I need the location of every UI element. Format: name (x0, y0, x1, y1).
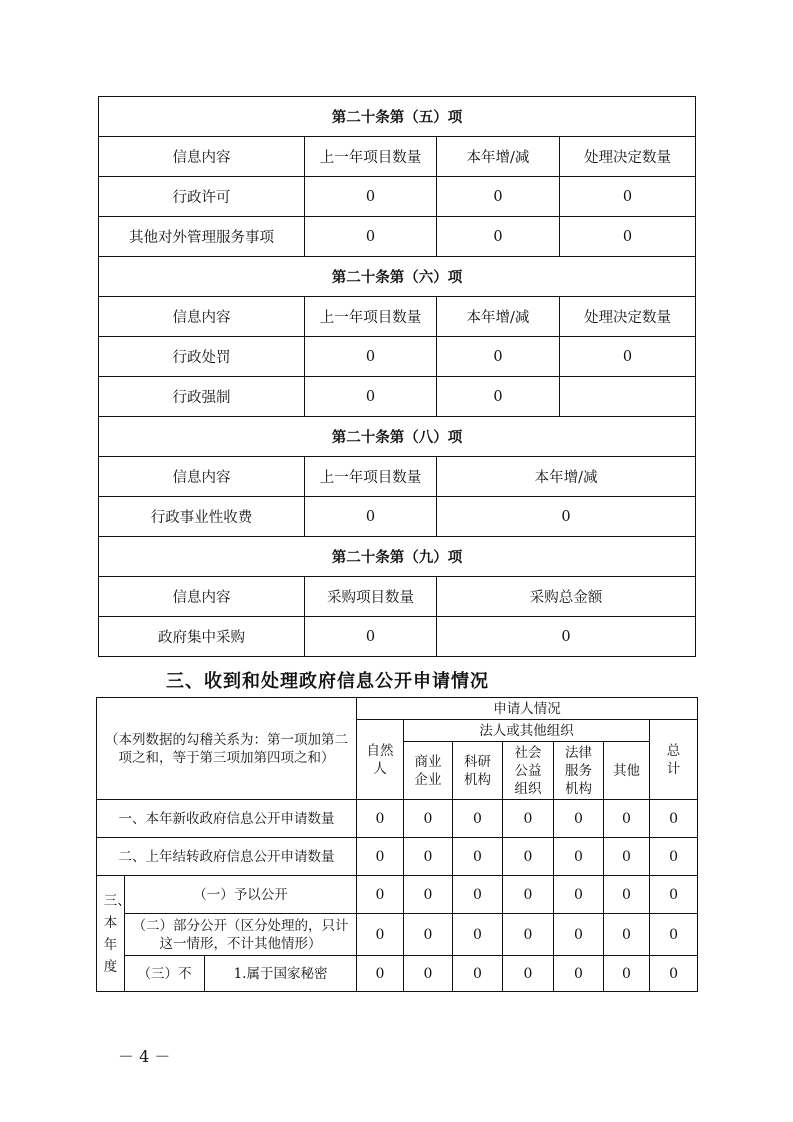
table-row (99, 377, 696, 417)
row-label: （三）不 (125, 956, 205, 992)
col-total-label: 总计 (666, 742, 681, 777)
table-row (97, 956, 698, 992)
row-label: （二）部分公开（区分处理的，只计这一情形，不计其他情形） (125, 914, 357, 956)
value-cell: 0 (305, 617, 437, 657)
row-label: 行政强制 (99, 377, 305, 417)
value-cell: 0 (305, 497, 437, 537)
value-cell: 0 (357, 956, 404, 992)
value-cell: 0 (453, 800, 503, 838)
section-title-row (99, 537, 696, 577)
value-cell: 0 (437, 377, 560, 417)
value-cell: 0 (560, 217, 696, 257)
group3-label: 三、本年度 (103, 892, 131, 975)
value-cell: 0 (554, 800, 604, 838)
header-cell: 信息内容 (99, 457, 305, 497)
row-label: 1.属于国家秘密 (205, 956, 357, 992)
value-cell: 0 (404, 914, 453, 956)
value-cell: 0 (437, 497, 696, 537)
header-cell: 信息内容 (99, 137, 305, 177)
value-cell (560, 377, 696, 417)
col-social-label: 社会公益组织 (514, 744, 542, 797)
section-title: 第二十条第（五）项 (99, 97, 696, 137)
header-row (99, 137, 696, 177)
value-cell: 0 (437, 617, 696, 657)
row-label: 其他对外管理服务事项 (99, 217, 305, 257)
value-cell: 0 (560, 177, 696, 217)
value-cell: 0 (305, 217, 437, 257)
table-row (99, 337, 696, 377)
value-cell: 0 (503, 956, 554, 992)
value-cell: 0 (554, 956, 604, 992)
header-cell: 上一年项目数量 (305, 457, 437, 497)
col-research-label: 科研机构 (464, 753, 492, 788)
value-cell: 0 (604, 838, 650, 876)
header-cell: 本年增/减 (437, 137, 560, 177)
value-cell: 0 (604, 914, 650, 956)
header-cell: 上一年项目数量 (305, 297, 437, 337)
section-20-table (98, 96, 696, 657)
header-cell: 上一年项目数量 (305, 137, 437, 177)
row-label: 行政处罚 (99, 337, 305, 377)
row-label: 行政许可 (99, 177, 305, 217)
table-row (97, 800, 698, 838)
value-cell: 0 (503, 838, 554, 876)
value-cell: 0 (453, 876, 503, 914)
value-cell: 0 (357, 876, 404, 914)
col-law (554, 742, 604, 800)
value-cell: 0 (404, 876, 453, 914)
header-cell: 本年增/减 (437, 457, 696, 497)
table-row (99, 177, 696, 217)
table-row (97, 876, 698, 914)
value-cell: 0 (437, 217, 560, 257)
col-business-label: 商业企业 (414, 753, 442, 788)
section-title-row (99, 257, 696, 297)
value-cell: 0 (554, 876, 604, 914)
row-label: 行政事业性收费 (99, 497, 305, 537)
value-cell: 0 (437, 337, 560, 377)
value-cell: 0 (305, 177, 437, 217)
applications-table (96, 697, 698, 992)
value-cell: 0 (503, 876, 554, 914)
page-number: － 4 － (118, 1047, 171, 1066)
header-cell: 信息内容 (99, 297, 305, 337)
value-cell: 0 (404, 956, 453, 992)
header-row (99, 577, 696, 617)
header-cell: 处理决定数量 (560, 137, 696, 177)
row-label: 二、上年结转政府信息公开申请数量 (97, 838, 357, 876)
section-title: 第二十条第（六）项 (99, 257, 696, 297)
table-row (99, 617, 696, 657)
header-row (97, 698, 698, 720)
value-cell: 0 (560, 337, 696, 377)
header-row (99, 457, 696, 497)
value-cell: 0 (357, 838, 404, 876)
table-row (99, 497, 696, 537)
value-cell: 0 (404, 800, 453, 838)
group3-label-cell (97, 876, 131, 992)
legal-header: 法人或其他组织 (404, 720, 650, 742)
value-cell: 0 (604, 800, 650, 838)
table-row (99, 217, 696, 257)
header-cell: 处理决定数量 (560, 297, 696, 337)
col-business (404, 742, 453, 800)
col-research (453, 742, 503, 800)
row-label: 政府集中采购 (99, 617, 305, 657)
section-title: 第二十条第（八）项 (99, 417, 696, 457)
row-label: （一）予以公开 (125, 876, 357, 914)
value-cell: 0 (453, 838, 503, 876)
value-cell: 0 (604, 876, 650, 914)
value-cell: 0 (503, 800, 554, 838)
header-cell: 本年增/减 (437, 297, 560, 337)
section-title-row (99, 97, 696, 137)
value-cell: 0 (357, 914, 404, 956)
value-cell: 0 (650, 838, 698, 876)
header-cell: 信息内容 (99, 577, 305, 617)
value-cell: 0 (650, 956, 698, 992)
value-cell: 0 (503, 914, 554, 956)
row-label: 一、本年新收政府信息公开申请数量 (97, 800, 357, 838)
value-cell: 0 (305, 337, 437, 377)
section-heading: 三、收到和处理政府信息公开申请情况 (166, 671, 489, 692)
value-cell: 0 (357, 800, 404, 838)
col-other: 其他 (604, 742, 650, 800)
value-cell: 0 (453, 914, 503, 956)
table-row (97, 914, 698, 956)
col-total (650, 720, 698, 800)
value-cell: 0 (650, 800, 698, 838)
header-cell: 采购总金额 (437, 577, 696, 617)
table-row (97, 838, 698, 876)
note-cell: （本列数据的勾稽关系为：第一项加第二项之和，等于第三项加第四项之和） (97, 698, 357, 800)
value-cell: 0 (650, 914, 698, 956)
value-cell: 0 (404, 838, 453, 876)
header-row (99, 297, 696, 337)
section-title-row (99, 417, 696, 457)
value-cell: 0 (554, 914, 604, 956)
value-cell: 0 (554, 838, 604, 876)
value-cell: 0 (305, 377, 437, 417)
col-natural-label: 自然人 (366, 742, 394, 777)
section-title: 第二十条第（九）项 (99, 537, 696, 577)
col-social (503, 742, 554, 800)
applicant-header: 申请人情况 (357, 698, 698, 720)
col-law-label: 法律服务机构 (565, 744, 593, 797)
value-cell: 0 (453, 956, 503, 992)
col-natural (357, 720, 404, 800)
header-cell: 采购项目数量 (305, 577, 437, 617)
value-cell: 0 (604, 956, 650, 992)
value-cell: 0 (437, 177, 560, 217)
value-cell: 0 (650, 876, 698, 914)
